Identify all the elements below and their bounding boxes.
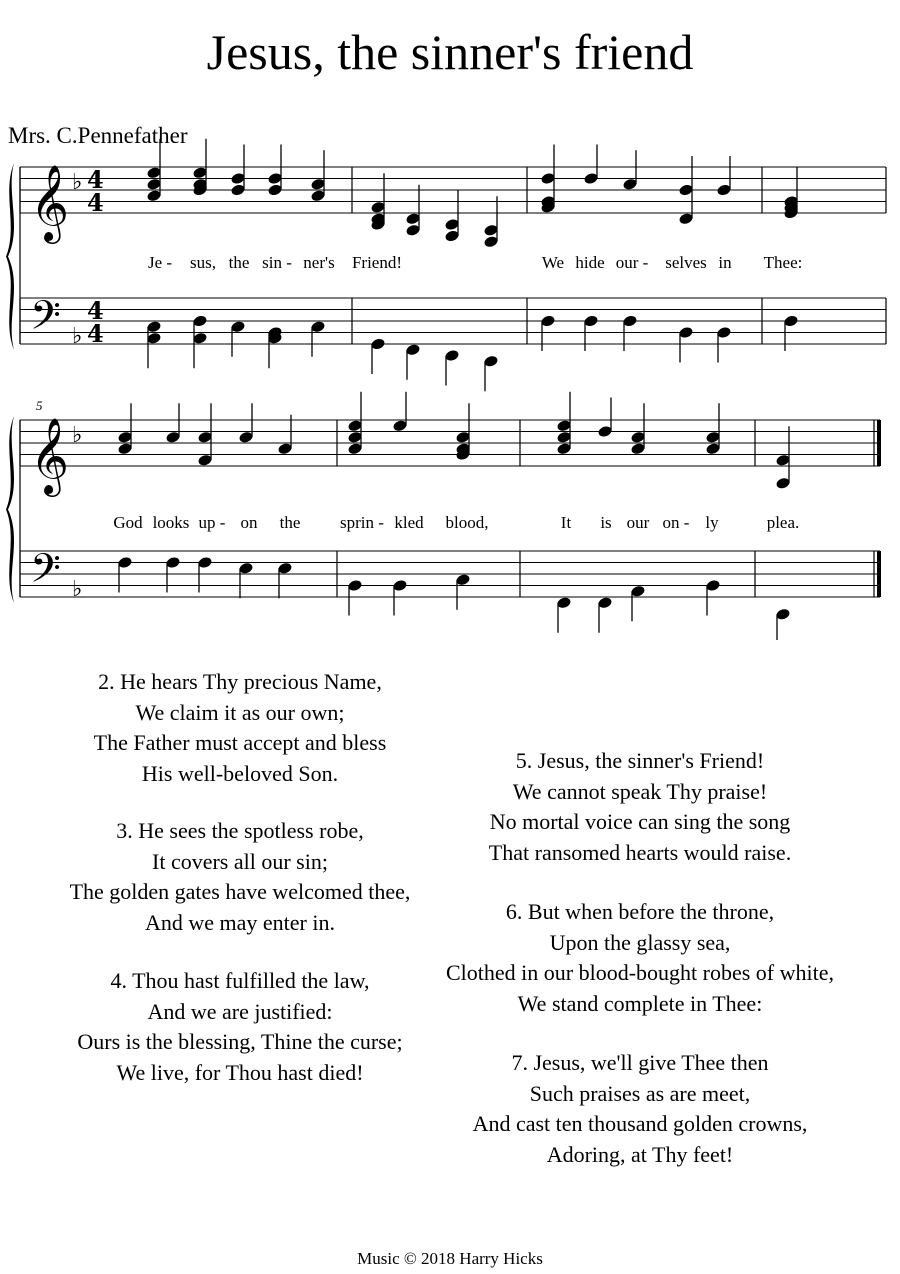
verse-line: Upon the glassy sea, <box>549 929 731 955</box>
lyric-syllable: kled <box>394 513 424 532</box>
verse-line: 6. But when before the throne, <box>505 899 775 924</box>
verse-line: His well-beloved Son. <box>141 760 339 786</box>
verse-line: And we are justified: <box>147 998 333 1024</box>
verse-line: We cannot speak Thy praise! <box>512 778 768 804</box>
time-signature: 4 <box>87 319 104 348</box>
verse-line: 5. Jesus, the sinner's Friend! <box>515 748 765 773</box>
verse-line: It covers all our sin; <box>152 848 328 874</box>
lyric-syllable: blood, <box>445 513 489 532</box>
lyric-syllable: the <box>279 513 301 532</box>
brace <box>6 416 14 603</box>
lyric-syllable: on - <box>662 513 690 532</box>
bass-clef-icon: 𝄢 <box>30 292 61 349</box>
author-credit: Mrs. C.Pennefather <box>8 123 188 148</box>
treble-clef-icon: 𝄞 <box>30 417 70 494</box>
lyric-syllable: is <box>600 513 612 532</box>
lyric-syllable: looks <box>152 513 190 532</box>
lyric-syllable: sus, <box>190 253 216 272</box>
lyric-syllable: Thee: <box>763 253 803 272</box>
final-barline <box>877 420 881 466</box>
lyric-syllable: Je - <box>147 253 173 272</box>
lyric-syllable: Friend! <box>351 253 403 272</box>
verse-line: We live, for Thou hast died! <box>116 1059 364 1085</box>
lyric-syllable: on <box>240 513 258 532</box>
lyric-syllable: our <box>626 513 650 532</box>
lyric-syllable: sin - <box>262 253 292 272</box>
lyric-syllable: hide <box>575 253 605 272</box>
flat-icon: ♭ <box>72 423 83 448</box>
lyric-syllable: It <box>560 513 572 532</box>
clefs-and-signatures <box>30 164 104 602</box>
time-signature: 4 <box>87 188 104 217</box>
time-signature: 4 <box>87 165 104 194</box>
lyric-syllable: God <box>113 513 143 532</box>
hymn-title: Jesus, the sinner's friend <box>206 24 694 80</box>
verse-line: 3. He sees the spotless robe, <box>116 818 364 843</box>
verse-line: Such praises as are meet, <box>529 1080 751 1106</box>
verse-line: No mortal voice can sing the song <box>489 809 791 834</box>
lyrics-line-1 <box>148 253 802 272</box>
notes <box>117 139 799 640</box>
lyric-syllable: the <box>228 253 250 272</box>
grand-staff-braces <box>6 163 14 603</box>
measure-number: 5 <box>36 398 43 413</box>
verse-4 <box>20 966 460 1088</box>
verse-5 <box>410 746 870 868</box>
verse-line: 7. Jesus, we'll give Thee then <box>511 1050 769 1075</box>
flat-icon: ♭ <box>72 577 83 602</box>
flat-icon: ♭ <box>72 170 83 195</box>
lyric-syllable: selves <box>665 253 707 272</box>
flat-icon: ♭ <box>72 324 83 349</box>
final-barline <box>877 551 881 597</box>
verse-7 <box>410 1048 870 1170</box>
verse-line: We stand complete in Thee: <box>517 990 763 1016</box>
time-signature: 4 <box>87 296 104 325</box>
verse-line: The Father must accept and bless <box>93 730 387 755</box>
lyric-syllable: up - <box>198 513 226 532</box>
verse-line: We claim it as our own; <box>135 699 345 725</box>
lyric-syllable: We <box>541 253 565 272</box>
verse-6 <box>410 897 870 1019</box>
lyrics-line-2 <box>113 513 799 532</box>
verse-line: The golden gates have welcomed thee, <box>69 879 411 904</box>
verse-line: And cast ten thousand golden crowns, <box>472 1111 808 1136</box>
lyric-syllable: our - <box>615 253 649 272</box>
copyright-footer: Music © 2018 Harry Hicks <box>357 1249 543 1268</box>
lyric-syllable: sprin - <box>340 513 384 532</box>
verse-line: Adoring, at Thy feet! <box>546 1141 734 1167</box>
lyric-syllable: in <box>718 253 732 272</box>
verse-line: 4. Thou hast fulfilled the law, <box>110 968 370 993</box>
verse-line: And we may enter in. <box>145 909 335 935</box>
lyric-syllable: ly <box>705 513 719 532</box>
verse-2 <box>20 667 460 789</box>
verse-line: That ransomed hearts would raise. <box>488 839 792 865</box>
treble-clef-icon: 𝄞 <box>30 164 70 241</box>
brace <box>6 163 14 350</box>
verse-line: Clothed in our blood-bought robes of white, <box>445 960 834 985</box>
lyric-syllable: plea. <box>766 513 800 532</box>
lyric-syllable: ner's <box>303 253 335 272</box>
verse-line: Ours is the blessing, Thine the curse; <box>77 1029 403 1054</box>
verse-3 <box>20 816 460 938</box>
bass-clef-icon: 𝄢 <box>30 545 61 602</box>
verse-line: 2. He hears Thy precious Name, <box>98 669 382 694</box>
